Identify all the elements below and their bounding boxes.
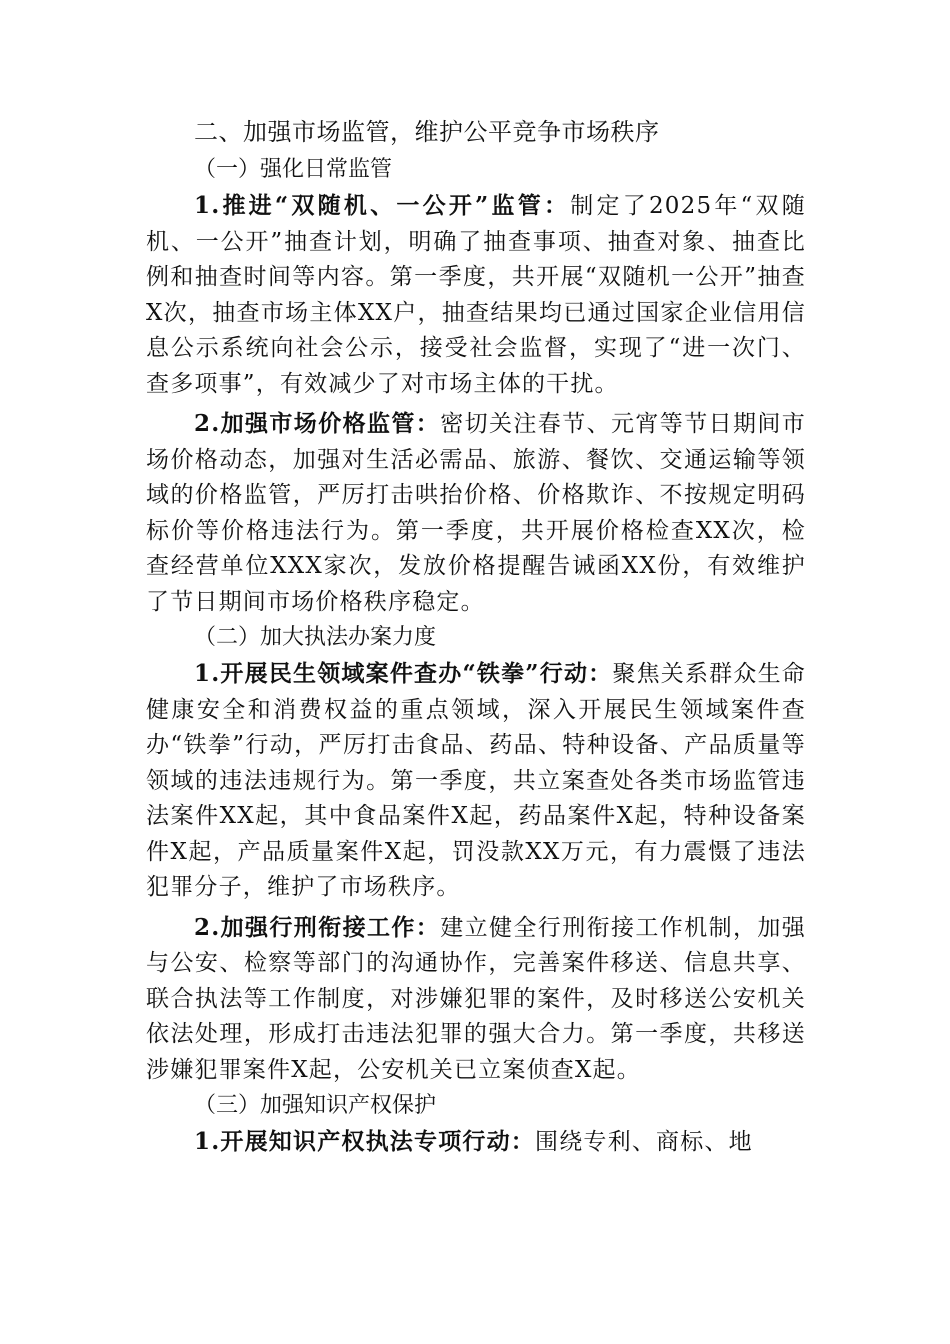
paragraph-1-2 <box>146 406 806 620</box>
paragraph-lead: 1.开展知识产权执法专项行动： <box>194 1128 536 1155</box>
subsection-title-3: （三）加强知识产权保护 <box>194 1093 437 1118</box>
paragraph-lead: 2.加强行刑衔接工作： <box>194 913 441 941</box>
paragraph-lead: 1.推进“双随机、一公开”监管： <box>194 192 571 219</box>
paragraph-2-2 <box>146 910 806 1089</box>
subsection-title-1: （一）强化日常监管 <box>194 157 393 182</box>
document-content <box>146 112 806 1161</box>
paragraph-body: 建立健全行刑衔接工作机制，加强与公安、检察等部门的沟通协作，完善案件移送、信息共享、联合执法等工作制度，对涉嫌犯罪的案件，及时移送公安机关依法处理，形成打击违法犯罪的强大合力。第一季度，共移送涉嫌犯罪案件X起，公安机关已立案侦查X起。 <box>146 914 806 1083</box>
paragraph-lead: 2.加强市场价格监管： <box>194 410 441 437</box>
section-heading: 二、加强市场监管，维护公平竞争市场秩序 <box>194 118 660 146</box>
paragraph-body: 制定了2025年“双随机、一公开”抽查计划，明确了抽查事项、抽查对象、抽查比例和抽查时间等内容。第一季度，共开展“双随机一公开”抽查X次，抽查市场主体XX户，抽查结果均已通过国家企业信用信息公示系统向社会公示，接受社会监督，实现了“进一次门、查多项事”，有效减少了对市场主体的干扰。 <box>146 193 806 397</box>
paragraph-body: 密切关注春节、元宵等节日期间市场价格动态，加强对生活必需品、旅游、餐饮、交通运输等领域的价格监管，严厉打击哄抬价格、价格欺诈、不按规定明码标价等价格违法行为。第一季度，共开展价格检查XX次，检查经营单位XXX家次，发放价格提醒告诫函XX份，有效维护了节日期间市场价格秩序稳定。 <box>146 411 806 615</box>
paragraph-lead: 1.开展民生领域案件查办“铁拳”行动： <box>194 660 613 687</box>
paragraph-body: 聚焦关系群众生命健康安全和消费权益的重点领域，深入开展民生领域案件查办“铁拳”行动，严厉打击食品、药品、特种设备、产品质量等领域的违法违规行为。第一季度，共立案查处各类市场监管违法案件XX起，其中食品案件X起，药品案件X起，特种设备案件X起，产品质量案件X起，罚没款XX万元，有力震慑了违法犯罪分子，维护了市场秩序。 <box>146 661 806 900</box>
subsection-title-2: （二）加大执法办案力度 <box>194 625 437 650</box>
paragraph-2-1 <box>146 656 806 906</box>
paragraph-body: 围绕专利、商标、地 <box>535 1129 753 1155</box>
paragraph-3-1 <box>146 1124 806 1161</box>
paragraph-1-1 <box>146 188 806 402</box>
